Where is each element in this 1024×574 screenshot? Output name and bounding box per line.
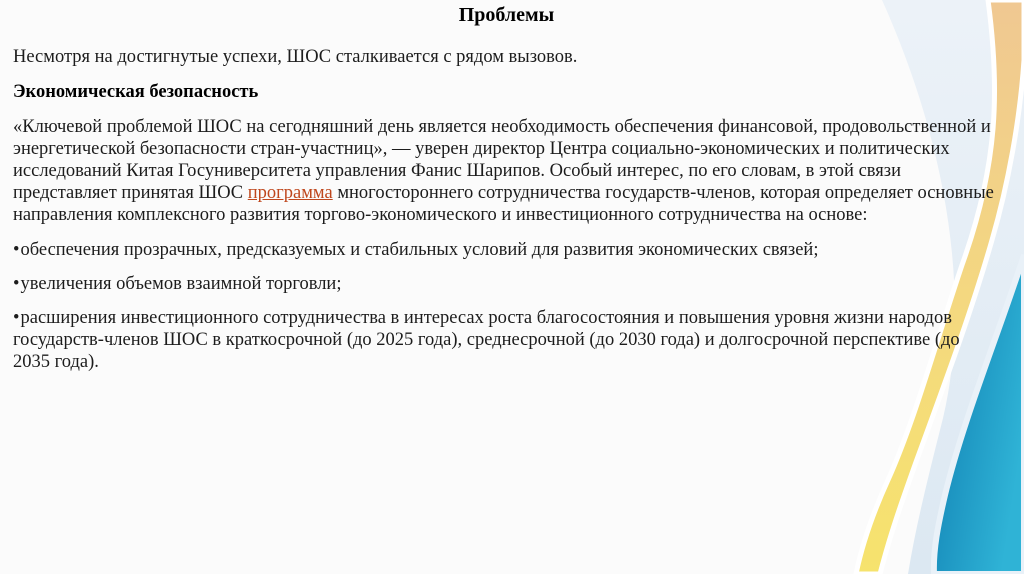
bullet-item [13, 239, 1000, 261]
bullet-text: увеличения объемов взаимной торговли; [20, 274, 342, 294]
main-paragraph-before-link: «Ключевой проблемой ШОС на сегодняшний день является необходимость обеспечения финансовой, продовольственной и энергетической безопасности стран-участниц», — уверен директор Центра социально-экономических и политических исследований Китая Госуниверситета управления Фанис Шарипов. Особый интерес, по его словам, в этой связи представляет принятая ШОС [13, 117, 991, 203]
bullet-marker: • [13, 308, 20, 328]
main-paragraph-after-link: многостороннего сотрудничества государств-членов, которая определяет основные направления комплексного развития торгово-экономического и инвестиционного сотрудничества на основе: [13, 183, 994, 225]
bullet-text: расширения инвестиционного сотрудничества в интересах роста благосостояния и повышения уровня жизни народов государств-членов ШОС в краткосрочной (до 2025 года), среднесрочной (до 2030 года) и долгосрочной перспективе (до 2035 года). [13, 308, 960, 372]
bullet-item [13, 273, 1000, 295]
main-paragraph [13, 116, 1000, 226]
programma-link[interactable]: программа [247, 183, 333, 203]
bullet-marker: • [13, 274, 20, 294]
intro-paragraph: Несмотря на достигнутые успехи, ШОС сталкивается с рядом вызовов. [13, 47, 578, 67]
bullet-text: обеспечения прозрачных, предсказуемых и стабильных условий для развития экономических связей; [20, 240, 819, 260]
slide-content [13, 4, 1000, 385]
bullet-list [13, 239, 1000, 373]
section-heading: Экономическая безопасность [13, 82, 259, 102]
bullet-item [13, 307, 1000, 373]
bullet-marker: • [13, 240, 20, 260]
page-title: Проблемы [458, 4, 555, 26]
